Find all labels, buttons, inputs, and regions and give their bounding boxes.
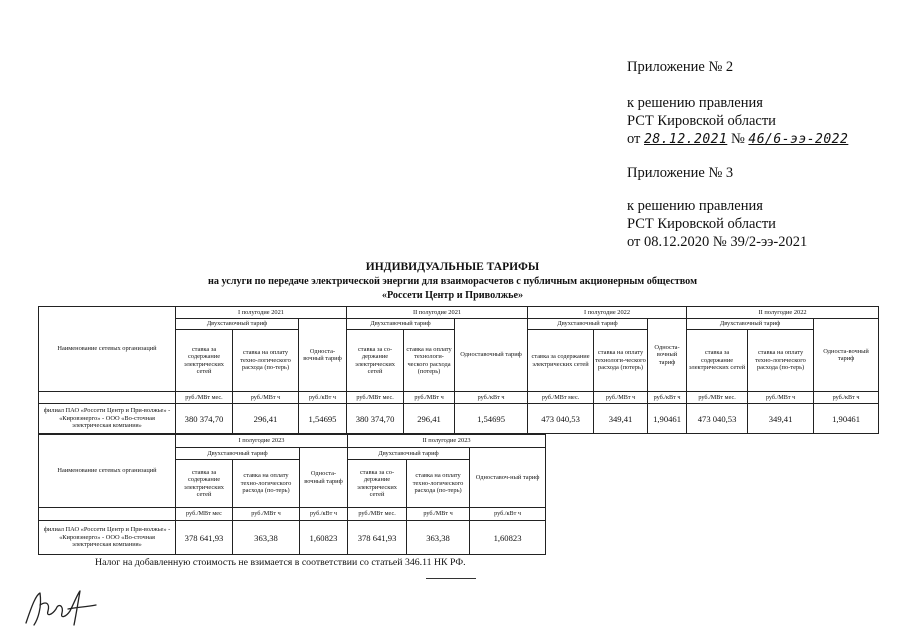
value-cell: 1,60823: [300, 521, 348, 555]
unit-cell: руб./МВт мес.: [528, 392, 594, 404]
value-cell: 1,90461: [648, 404, 687, 434]
value-cell: 349,41: [748, 404, 814, 434]
tariff-table-2023: [38, 434, 546, 555]
unit-cell: руб./МВт ч: [748, 392, 814, 404]
empty-cell: [39, 508, 176, 521]
rst-line-2: РСТ Кировской области: [627, 216, 776, 232]
two-part-tariff-header: Двухставочный тариф: [348, 448, 470, 460]
decision-line: к решению правления: [627, 95, 763, 111]
two-part-tariff-header: Двухставочный тариф: [528, 319, 648, 330]
unit-cell: руб./МВт мес.: [687, 392, 748, 404]
handwritten-date: 28.12.2021: [644, 132, 728, 147]
unit-cell: руб./кВт ч: [470, 508, 546, 521]
value-cell: 349,41: [594, 404, 648, 434]
value-cell: 380 374,70: [176, 404, 233, 434]
appendix-2-label: Приложение № 2: [627, 59, 734, 75]
tariff-table-2021-2022: [38, 306, 879, 434]
single-rate-header: Односта-вочный тариф: [299, 319, 347, 392]
doc-subtitle: на услуги по передаче электрической энергии для взаиморасчетов с публичным акционерным обществом: [207, 276, 698, 287]
table-row: [39, 521, 546, 555]
value-cell: 1,54695: [299, 404, 347, 434]
loss-rate-header: ставка на оплату техно-логического расхода (по-терь): [233, 330, 299, 392]
unit-cell: руб./МВт мес.: [347, 392, 404, 404]
unit-cell: руб./кВт ч: [455, 392, 528, 404]
appendix-3-label: Приложение № 3: [627, 165, 734, 181]
value-cell: 363,38: [407, 521, 470, 555]
value-cell: 363,38: [233, 521, 300, 555]
period-header: I полугодие 2021: [176, 307, 347, 319]
unit-cell: руб./МВт ч: [404, 392, 455, 404]
value-cell: 473 040,53: [528, 404, 594, 434]
loss-rate-header: ставка на оплату технологи-ческого расхода (потерь): [594, 330, 648, 392]
unit-cell: руб./МВт ч: [233, 392, 299, 404]
unit-cell: руб./кВт ч: [648, 392, 687, 404]
unit-cell: руб./кВт ч: [300, 508, 348, 521]
value-cell: 296,41: [404, 404, 455, 434]
decision-date-line: [627, 130, 848, 149]
two-part-tariff-header: Двухставочный тариф: [347, 319, 455, 330]
loss-rate-header: ставка на оплату техно-логического расхода (по-терь): [748, 330, 814, 392]
unit-cell: руб./МВт ч: [407, 508, 470, 521]
loss-rate-header: ставка на оплату техно-логического расхода (по-терь): [233, 460, 300, 508]
single-rate-header: Односта-вочный тариф: [814, 319, 879, 392]
value-cell: 1,60823: [470, 521, 546, 555]
single-rate-header: Одноставоч-ный тариф: [470, 448, 546, 508]
period-header: I полугодие 2022: [528, 307, 687, 319]
unit-cell: руб./МВт мес.: [348, 508, 407, 521]
value-cell: 378 641,93: [348, 521, 407, 555]
org-name-header: Наименование сетевых организаций: [39, 307, 176, 392]
content-rate-header: ставка за содержание электрических сетей: [176, 330, 233, 392]
table-row: [39, 404, 879, 434]
value-cell: 1,54695: [455, 404, 528, 434]
vat-footnote: Налог на добавленную стоимость не взимается в соответствии со статьей 346.11 НК РФ.: [95, 557, 466, 568]
two-part-tariff-header: Двухставочный тариф: [687, 319, 814, 330]
single-rate-header: Односта-вочный тариф: [300, 448, 348, 508]
previous-decision-line: от 08.12.2020 № 39/2-ээ-2021: [627, 234, 808, 250]
unit-cell: руб./кВт ч: [814, 392, 879, 404]
period-header: II полугодие 2023: [348, 435, 546, 448]
unit-cell: руб./МВт мес.: [176, 392, 233, 404]
period-header: II полугодие 2021: [347, 307, 528, 319]
decision-line-2: к решению правления: [627, 198, 763, 214]
handwritten-signature: [22, 585, 102, 630]
doc-title: ИНДИВИДУАЛЬНЫЕ ТАРИФЫ: [365, 261, 540, 273]
content-rate-header: ставка за со-держание электрических сетей: [347, 330, 404, 392]
content-rate-header: ставка за со-держание электрических сетей: [348, 460, 407, 508]
from-label: от: [627, 131, 641, 147]
loss-rate-header: ставка на оплату техно-логического расхода (по-терь): [407, 460, 470, 508]
content-rate-header: ставка за содержание электрических сетей: [176, 460, 233, 508]
value-cell: 473 040,53: [687, 404, 748, 434]
unit-cell: руб./МВт мес: [176, 508, 233, 521]
two-part-tariff-header: Двухставочный тариф: [176, 319, 299, 330]
unit-cell: руб./кВт ч: [299, 392, 347, 404]
org-name-cell: филиал ПАО «Россети Центр и При-волжье» - «Кировэнерго» - ООО «Во-сточная электрическая компания»: [39, 404, 176, 434]
number-label: №: [730, 131, 745, 147]
doc-subtitle-org: «Россети Центр и Приволжье»: [381, 290, 524, 301]
divider-line: [426, 578, 476, 579]
value-cell: 380 374,70: [347, 404, 404, 434]
empty-cell: [39, 392, 176, 404]
org-name-header: Наименование сетевых организаций: [39, 435, 176, 508]
single-rate-header: Односта-вочный тариф: [648, 319, 687, 392]
period-header: II полугодие 2022: [687, 307, 879, 319]
rst-line: РСТ Кировской области: [627, 113, 776, 129]
value-cell: 1,90461: [814, 404, 879, 434]
value-cell: 378 641,93: [176, 521, 233, 555]
unit-cell: руб./МВт ч: [594, 392, 648, 404]
unit-cell: руб./МВт ч: [233, 508, 300, 521]
handwritten-number: 46/6-ээ-2022: [748, 132, 849, 147]
value-cell: 296,41: [233, 404, 299, 434]
content-rate-header: ставка за содержание электрических сетей: [687, 330, 748, 392]
org-name-cell: филиал ПАО «Россети Центр и При-волжье» - «Кировэнерго» - ООО «Во-сточная электрическая компания»: [39, 521, 176, 555]
two-part-tariff-header: Двухставочный тариф: [176, 448, 300, 460]
period-header: I полугодие 2023: [176, 435, 348, 448]
single-rate-header: Одноставочный тариф: [455, 319, 528, 392]
content-rate-header: ставка за содержание электрических сетей: [528, 330, 594, 392]
loss-rate-header: ставка на оплату технологи-ческого расхода (потерь): [404, 330, 455, 392]
